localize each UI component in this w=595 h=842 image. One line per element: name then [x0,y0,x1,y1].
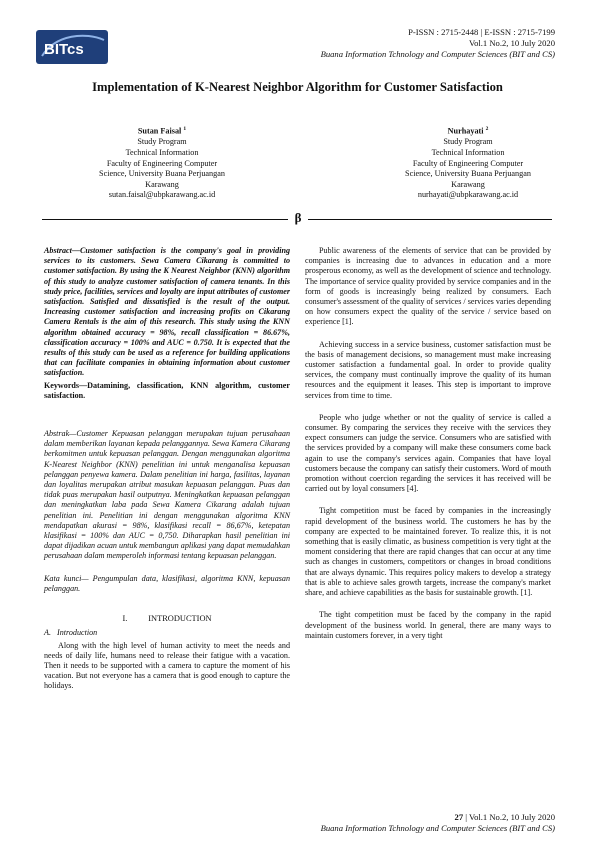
journal-header [321,27,555,61]
author-affiliation-line: Karawang [451,179,485,189]
author-affiliation-line: Study Program [137,137,187,147]
body-paragraph: Public awareness of the elements of service that can be provided by companies is increasing due to advances in education and a more prosperous economy, as well as the development of science and technology. The importance of service quality provided by service companies and in the form of goods is increasingly being realized by consumers. Each consumer's assessment of the quality of services / services varies depending on how consumers expect the quality of the service / service based on experience [1]. [305,246,551,327]
footer-volume: | Vol.1 No.2, 10 July 2020 [463,812,555,822]
author-affiliation-line: Study Program [443,137,493,147]
page-number: 27 [454,812,464,822]
footer-journal-name: Buana Information Tchnology and Computer Sciences (BIT and CS) [320,823,555,833]
right-column [305,246,551,653]
issn-line: P-ISSN : 2715-2448 | E-ISSN : 2715-7199 [408,27,555,37]
author-affiliation-line: Technical Information [431,147,505,157]
author-affiliation-line: Faculty of Engineering Computer [412,158,524,168]
author-affiliation-line: Science, University Buana Perjuangan [99,169,225,179]
left-column [44,246,290,704]
volume-line: Vol.1 No.2, 10 July 2020 [468,38,555,49]
author-affiliation-line: Technical Information [125,147,199,157]
keywords-english: Keywords—Datamining, classification, KNN algorithm, customer satisfaction. [44,380,290,400]
body-paragraph: The tight competition must be faced by the company in the rapid development of the business world. In general, there are many ways to maintain customers forever, in a very tight [305,610,551,640]
keywords-indonesian: Kata kunci— Pengumpulan data, klasifikasi, algoritma KNN, kepuasan pelanggan. [44,573,290,593]
author-email: sutan.faisal@ubpkarawang.ac.id [108,190,216,200]
divider-symbol: β [288,209,308,227]
intro-paragraph: Along with the high level of human activity to meet the needs and needs of daily life, humans need to release their fatigue with a vacation. Then it needs to be supported with a camera to capture the moment of his vacation. But not everyone has a camera that is good enough to capture the holidays. [44,640,290,691]
section-heading-introduction: I. INTRODUCTION [122,614,212,624]
journal-name: Buana Information Tchnology and Computer Sciences (BIT and CS) [320,49,555,60]
author-block-1 [52,124,272,201]
body-paragraph: Achieving success in a service business, customer satisfaction must be the basis of management decisions, so management must make increasing customer satisfaction a fundamental goal. In order to provide quality services, the company must continually improve the quality of its human resources and the equipment it leases. This step is important to improve services from time to time. [305,339,551,400]
footer-page-info [321,812,555,823]
page-footer [321,812,555,834]
author-block-2 [358,124,578,201]
abstract-english: Abstract—Customer satisfaction is the company's goal in providing services to its customers. Sewa Camera Cikarang is committed to customer satisfaction. By using the K Nearest Neighbor (KNN) algorithm of this study to analyze customer satisfaction of camera tenants. In this study price, facilities, services and loyalty are input attributes of customer satisfaction. Satisfied and dissatisfied is the result of the output. Increasing customer satisfaction and increasing profits on Cikarang Camera Rentals is the aim of this research. This study using the KNN algorithm obtained accuracy = 98%, recall classification = 86.67%, classification accuracy = 100% and AUC = 0.750. It is expected that the results of this study can be used as a reference for building applications that can facilitate companies in obtaining information about customer satisfaction. [44,246,290,378]
bitcs-logo-graphic [36,30,108,64]
author-affiliation-line: Science, University Buana Perjuangan [405,169,531,179]
author-affiliation-line: Faculty of Engineering Computer [106,158,218,168]
subsection-heading: A. Introduction [44,628,98,638]
abstract-indonesian: Abstrak—Customer Kepuasan pelanggan merupakan tujuan perusahaan dalam memberikan layanan kepada pelanggannya. Sewa Kamera Cikarang berkomitmen untuk kepuasan pelanggan. Dengan menggunakan algoritma K-Nearest Neighbor (KNN) penelitian ini untuk menganalisa kepuasan pelanggan penyewa kamera. Dalam penelitian ini harga, fasilitas, layanan dan loyalitas merupakan atribut masukan kepuasan pelanggan. Puas dan tidak puas merupakan hasil outputnya. Meningkatkan kepuasan pelanggan dan meningkatkan laba pada Sewa Kamera Cikarang adalah tujuan penelitian ini. Penelitian ini dengan menggunakan algoritma KNN mendapatkan akurasi = 98%, klasifikasi recall = 86,67%, ketepatan klasifikasi = 100% dan AUC = 0,750. Diharapkan hasil penelitian ini dapat dijadikan acuan untuk membangun aplikasi yang dapat memudahkan perusahaan dalam memperoleh informasi tentang kepuasan pelanggan. [44,429,290,561]
body-paragraph: People who judge whether or not the quality of service is called a consumer. By comparing the services they receive with the services they expect consumers can judge the service. Consumers who are satisfied with the services provided by a company will make these consumers come back again to use the company's services again. Companies that have loyal customers because the company can satisfy their customers. Word of mouth promotion without coercion regarding the services it has received will be carried out by loyal consumers [4]. [305,412,551,494]
author-affiliation-line: Karawang [145,179,179,189]
logo-text: BITcs [44,41,84,58]
paper-title: Implementation of K-Nearest Neighbor Algorithm for Customer Satisfaction [92,80,503,94]
journal-logo [36,30,108,64]
body-paragraph: Tight competition must be faced by companies in the increasingly rapid development of the business world. The customers he has by the company are expected to be maintained forever. To realize this, it is not something that is easily climatic, as business competition is very tight at the moment considering that there are rapid changes that can occur at any time such as changes in customers, competitors or changes in broad conditions that are always dynamic. This requires policy makers to develop a strategy that is able to achieve sales growth targets, increase the company's market share, and achieve capabilities as the basis for sustainable growth. [1]. [305,506,551,598]
author-email: nurhayati@ubpkarawang.ac.id [417,190,519,200]
author-name: Sutan Faisal $^1$ [137,126,187,136]
author-name: Nurhayati $^2$ [447,126,489,136]
